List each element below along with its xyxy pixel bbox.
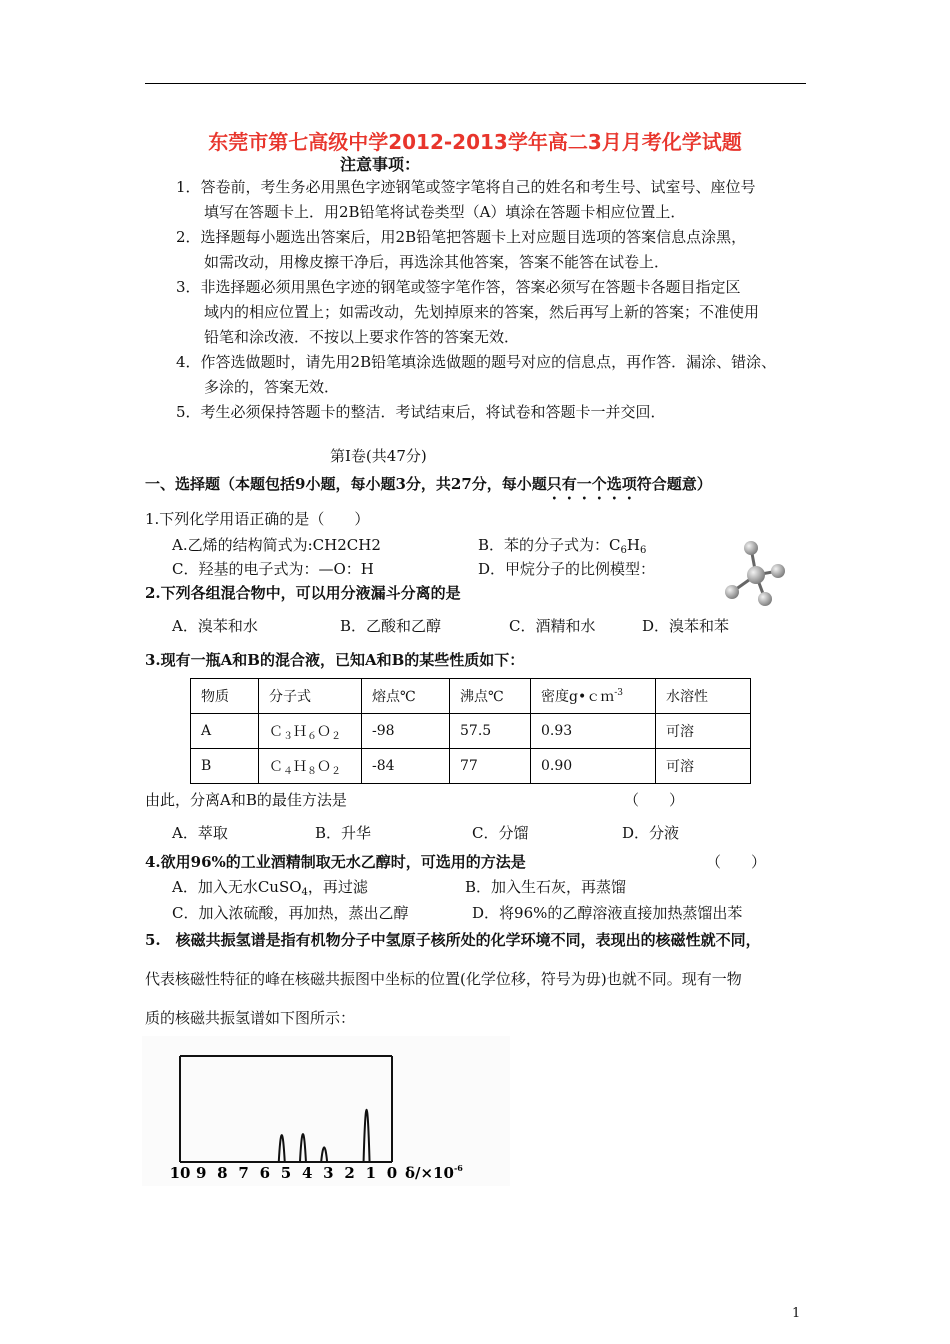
note-2-line-2: 如需改动，用橡皮擦干净后，再选涂其他答案，答案不能答在试卷上． <box>204 253 670 271</box>
note-3-line-1: 3．非选择题必须用黑色字迹的钢笔或签字笔作答，答案必须写在答题卡各题目指定区 <box>176 278 741 296</box>
cell-solubility: 可溶 <box>656 749 751 784</box>
header-cell: 沸点℃ <box>450 679 531 714</box>
q2-option-a: A．溴苯和水 <box>172 617 258 635</box>
cell-name: A <box>191 714 259 749</box>
nmr-spectrum-chart <box>142 1036 510 1186</box>
note-3-line-3: 铅笔和涂改液．不按以上要求作答的答案无效． <box>204 328 520 346</box>
cell-density: 0.90 <box>531 749 656 784</box>
cell-formula: Ｃ$_4$Ｈ$_8$Ｏ$_2$ <box>259 749 362 784</box>
cell-density: 0.93 <box>531 714 656 749</box>
note-5-line-1: 5．考生必须保持答题卡的整洁．考试结束后，将试卷和答题卡一并交回． <box>176 403 666 421</box>
x-tick-label: 8 <box>217 1164 228 1182</box>
methane-ball-model-image <box>718 537 788 607</box>
q4-option-d: D．将96%的乙醇溶液直接加热蒸馏出苯 <box>472 904 743 922</box>
header-cell: 密度g•ｃｍ$^{-3}$ <box>531 679 656 714</box>
notes-heading: 注意事项： <box>340 155 421 174</box>
q2-option-c: C．酒精和水 <box>509 617 596 635</box>
header-cell: 水溶性 <box>656 679 751 714</box>
cell-bp: 77 <box>450 749 531 784</box>
section-heading: 一、选择题（本题包括9小题，每小题3分，共27分，每小题只有一个选项符合题意） <box>145 475 712 493</box>
x-tick-label: 3 <box>323 1164 334 1182</box>
q3-option-d: D．分液 <box>622 824 680 842</box>
x-tick-label: 6 <box>259 1164 271 1182</box>
q4-option-c: C．加入浓硫酸，再加热，蒸出乙醇 <box>172 904 409 922</box>
q3-answer-paren: （ ） <box>624 791 685 809</box>
x-tick-label: 9 <box>195 1164 207 1182</box>
x-tick-label: 7 <box>238 1164 249 1182</box>
cell-mp: -84 <box>362 749 450 784</box>
cell-formula: Ｃ$_3$Ｈ$_6$Ｏ$_2$ <box>259 714 362 749</box>
q1-option-b: B．苯的分子式为：$C_6H_6$ <box>478 536 647 556</box>
q4-option-a: A．加入无水CuSO$_4$，再过滤 <box>172 878 368 898</box>
cell-name: B <box>191 749 259 784</box>
x-tick-label: 5 <box>280 1164 292 1182</box>
q4-stem: 4.欲用96%的工业酒精制取无水乙醇时，可选用的方法是 <box>145 853 526 871</box>
header-rule <box>145 83 806 84</box>
q1-option-d: D．甲烷分子的比例模型： <box>478 560 656 578</box>
x-tick-label: 2 <box>344 1164 355 1182</box>
q3-after-text: 由此，分离A和B的最佳方法是 <box>145 791 347 809</box>
x-tick-label: 0 <box>386 1164 398 1182</box>
x-tick-label: 10 <box>169 1164 191 1182</box>
table-row <box>191 749 751 784</box>
note-4-line-2: 多涂的，答案无效． <box>204 378 340 396</box>
header-cell: 物质 <box>191 679 259 714</box>
page-number: 1 <box>792 1306 801 1321</box>
x-tick-label: 4 <box>301 1164 313 1182</box>
header-cell: 分子式 <box>259 679 362 714</box>
note-2-line-1: 2．选择题每小题选出答案后，用2B铅笔把答题卡上对应题目选项的答案信息点涂黑， <box>176 228 747 246</box>
q1-stem: 1.下列化学用语正确的是（ ） <box>145 510 370 528</box>
q5-line-1: 5. 核磁共振氢谱是指有机物分子中氢原子核所处的化学环境不同，表现出的核磁性就不同， <box>145 931 761 949</box>
q3-option-b: B．升华 <box>315 824 372 842</box>
note-4-line-1: 4．作答选做题时，请先用2B铅笔填涂选做题的题号对应的信息点，再作答．漏涂、错涂、 <box>176 353 777 371</box>
header-cell: 熔点℃ <box>362 679 450 714</box>
x-tick-label: 1 <box>365 1164 377 1182</box>
q5-line-2: 代表核磁性特征的峰在核磁共振图中坐标的位置(化学位移，符号为毋)也就不同。现有一物 <box>145 970 742 988</box>
q4-option-b: B．加入生石灰，再蒸馏 <box>465 878 627 896</box>
q3-stem: 3.现有一瓶A和B的混合液，已知A和B的某些性质如下： <box>145 651 525 669</box>
table-row <box>191 714 751 749</box>
q2-option-d: D．溴苯和苯 <box>642 617 730 635</box>
q2-stem: 2.下列各组混合物中，可以用分液漏斗分离的是 <box>145 584 461 602</box>
q5-line-3: 质的核磁共振氢谱如下图所示： <box>145 1009 356 1027</box>
chart-axis-label: $\delta/\times 10^{-6}$ <box>405 1163 463 1182</box>
volume-title: 第Ⅰ卷(共47分) <box>330 447 427 465</box>
q3-option-c: C．分馏 <box>472 824 529 842</box>
exam-title: 东莞市第七高级中学2012-2013学年高二3月月考化学试题 <box>208 130 742 154</box>
note-3-line-2: 域内的相应位置上；如需改动，先划掉原来的答案，然后再写上新的答案；不准使用 <box>204 303 760 321</box>
q1-option-a: A.乙烯的结构简式为:CH2CH2 <box>172 536 381 554</box>
q4-answer-paren: （ ） <box>706 853 767 871</box>
note-1-line-1: 1．答卷前，考生务必用黑色字迹钢笔或签字笔将自己的姓名和考生号、试室号、座位号 <box>176 178 756 196</box>
note-1-line-2: 填写在答题卡上．用2B铅笔将试卷类型（A）填涂在答题卡相应位置上． <box>204 203 686 221</box>
q2-option-b: B．乙酸和乙醇 <box>340 617 442 635</box>
q3-option-a: A．萃取 <box>172 824 228 842</box>
table-header-row <box>191 679 751 714</box>
cell-mp: -98 <box>362 714 450 749</box>
cell-solubility: 可溶 <box>656 714 751 749</box>
cell-bp: 57.5 <box>450 714 531 749</box>
q1-option-c: C．羟基的电子式为：—O：H <box>172 560 374 578</box>
properties-table <box>190 678 751 784</box>
